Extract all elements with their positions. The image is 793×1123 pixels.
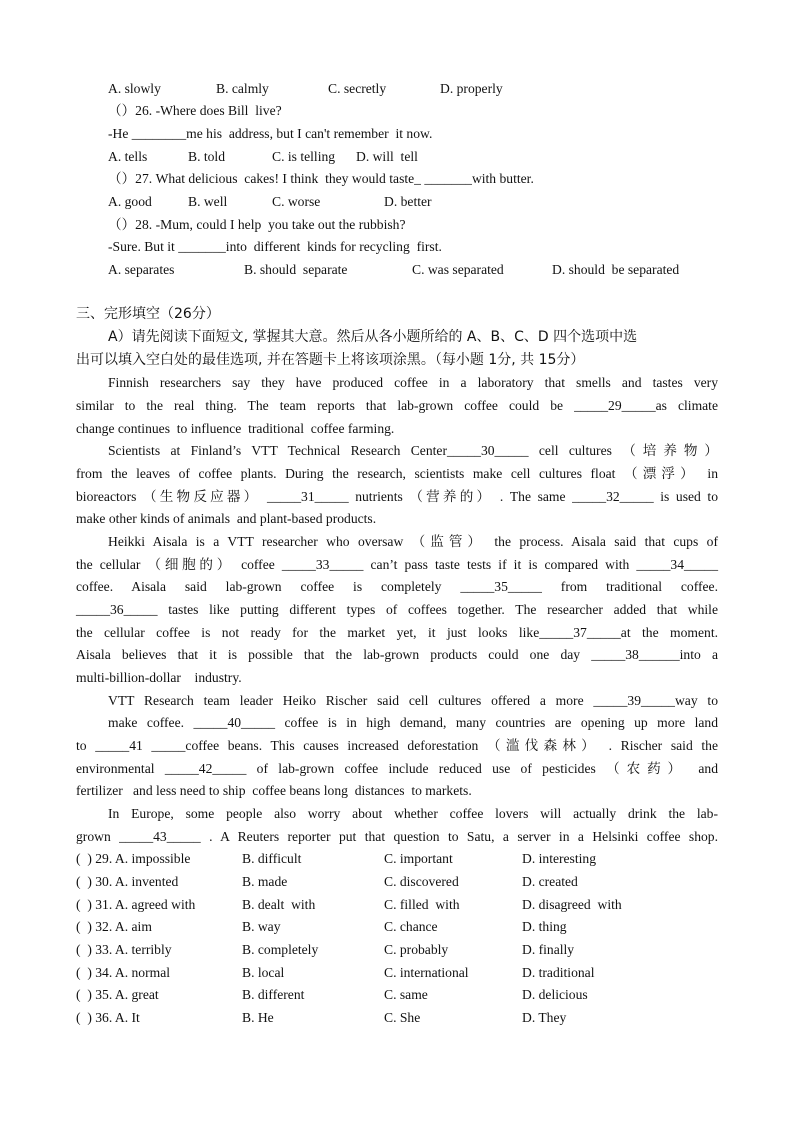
choice-b: B. dealt with: [242, 897, 316, 912]
choice-a: ( ) 34. A. normal: [76, 965, 171, 980]
choice-a: ( ) 36. A. It: [76, 1010, 140, 1025]
passage-line: coffee. Aisala said lab-grown coffee is completely _____35_____ from traditional coffee.: [76, 579, 718, 594]
choice-d: D. disagreed with: [522, 897, 622, 912]
choice-a: ( ) 31. A. agreed with: [76, 897, 196, 912]
option-c: C. was separated: [412, 262, 504, 277]
choice-b: B. different: [242, 987, 305, 1002]
choice-c: C. international: [384, 965, 469, 980]
option-d: D. better: [384, 194, 432, 209]
choice-a: ( ) 35. A. great: [76, 987, 159, 1002]
passage-line: make coffee. _____40_____ coffee is in high demand, many countries are opening up more land: [108, 715, 718, 730]
q25-options: [108, 79, 528, 99]
choice-row: [76, 985, 636, 1005]
q26-options: [108, 147, 528, 167]
passage-line: In Europe, some people also worry about whether coffee lovers will actually drink the lab-: [108, 806, 718, 821]
choice-row: [76, 1008, 636, 1028]
choice-b: B. difficult: [242, 851, 302, 866]
option-b: B. should separate: [244, 262, 348, 277]
option-a: A. slowly: [108, 81, 161, 96]
choice-row: [76, 895, 636, 915]
passage-line: the cellular coffee is not ready for the market yet, it just looks like_____37_____at the moment.: [76, 625, 718, 640]
choice-d: D. thing: [522, 919, 567, 934]
q28-options: [108, 260, 708, 280]
choice-row: [76, 963, 636, 983]
q27-options: [108, 192, 528, 212]
section-instruction-1: A）请先阅读下面短文, 掌握其大意。然后从各小题所给的 A、B、C、D 四个选项中选: [108, 329, 638, 345]
passage-line: Aisala believes that it is possible that the lab-grown products could one day _____38______into a: [76, 647, 718, 662]
passage-line: Scientists at Finland’s VTT Technical Research Center_____30_____ cell cultures （培养物）: [108, 443, 718, 458]
choice-row: [76, 872, 636, 892]
passage-line: make other kinds of animals and plant-based products.: [76, 511, 377, 526]
choice-c: C. important: [384, 851, 453, 866]
choice-c: C. She: [384, 1010, 421, 1025]
choice-c: C. probably: [384, 942, 449, 957]
choice-b: B. local: [242, 965, 285, 980]
passage-line: change continues to influence traditional coffee farming.: [76, 421, 395, 436]
choice-b: B. He: [242, 1010, 274, 1025]
option-d: D. properly: [440, 81, 503, 96]
choice-a: ( ) 32. A. aim: [76, 919, 152, 934]
choice-b: B. completely: [242, 942, 319, 957]
option-a: A. good: [108, 194, 152, 209]
passage-line: environmental _____42_____ of lab-grown coffee include reduced use of pesticides （农药） and: [76, 761, 718, 776]
choice-b: B. way: [242, 919, 281, 934]
choice-row: [76, 849, 636, 869]
option-d: D. will tell: [356, 149, 418, 164]
option-a: A. tells: [108, 149, 148, 164]
choice-d: D. finally: [522, 942, 575, 957]
passage-line: VTT Research team leader Heiko Rischer said cell cultures offered a more _____39_____way to: [108, 693, 718, 708]
option-c: C. is telling: [272, 149, 336, 164]
passage-line: Heikki Aisala is a VTT researcher who oversaw （监管） the process. Aisala said that cups of: [108, 534, 718, 549]
option-c: C. secretly: [328, 81, 387, 96]
choice-a: ( ) 30. A. invented: [76, 874, 179, 889]
choice-d: D. created: [522, 874, 578, 889]
passage-line: the cellular （细胞的） coffee _____33_____ can’t pass taste tests if it is compared with _____34_____: [76, 557, 718, 572]
passage-line: bioreactors （生物反应器） _____31_____ nutrients （营养的） . The same _____32_____ is used to: [76, 489, 718, 504]
q28-dialogue: -Sure. But it _______into different kinds for recycling first.: [108, 239, 442, 254]
passage-line: fertilizer and less need to ship coffee beans long distances to markets.: [76, 783, 472, 798]
passage-line: from the leaves of coffee plants. During the research, scientists make cell cultures float （漂浮） in: [76, 466, 718, 481]
option-b: B. calmly: [216, 81, 269, 96]
choice-d: D. traditional: [522, 965, 595, 980]
q26-stem: （）26. -Where does Bill live?: [108, 103, 282, 118]
passage-line: to _____41 _____coffee beans. This causes increased deforestation （滥伐森林） . Rischer said the: [76, 738, 718, 753]
choice-c: C. same: [384, 987, 428, 1002]
section-title: 三、完形填空（26分）: [76, 306, 220, 322]
choice-row: [76, 917, 636, 937]
passage-line: similar to the real thing. The team reports that lab-grown coffee could be _____29_____as climate: [76, 398, 718, 413]
choice-d: D. delicious: [522, 987, 588, 1002]
option-b: B. well: [188, 194, 228, 209]
choice-d: D. interesting: [522, 851, 596, 866]
passage-line: grown _____43_____ . A Reuters reporter put that question to Satu, a server in a Helsinki coffee shop.: [76, 829, 718, 844]
passage-line: Finnish researchers say they have produced coffee in a laboratory that smells and tastes very: [108, 375, 718, 390]
passage-line: multi-billion-dollar industry.: [76, 670, 242, 685]
section-instruction-2: 出可以填入空白处的最佳选项, 并在答题卡上将该项涂黑。（每小题 1分, 共 15分）: [76, 352, 585, 368]
q26-dialogue: -He ________me his address, but I can't remember it now.: [108, 126, 433, 141]
q28-stem: （）28. -Mum, could I help you take out the rubbish?: [108, 217, 406, 232]
choice-c: C. filled with: [384, 897, 460, 912]
choice-a: ( ) 29. A. impossible: [76, 851, 191, 866]
option-b: B. told: [188, 149, 226, 164]
choice-d: D. They: [522, 1010, 567, 1025]
option-d: D. should be separated: [552, 262, 680, 277]
option-c: C. worse: [272, 194, 321, 209]
choice-c: C. chance: [384, 919, 438, 934]
choice-a: ( ) 33. A. terribly: [76, 942, 172, 957]
choice-row: [76, 940, 636, 960]
passage-line: _____36_____ tastes like putting different types of coffees together. The researcher added that while: [76, 602, 718, 617]
choice-b: B. made: [242, 874, 288, 889]
q27-stem: （）27. What delicious cakes! I think they would taste_ _______with butter.: [108, 171, 534, 186]
choice-c: C. discovered: [384, 874, 459, 889]
option-a: A. separates: [108, 262, 175, 277]
